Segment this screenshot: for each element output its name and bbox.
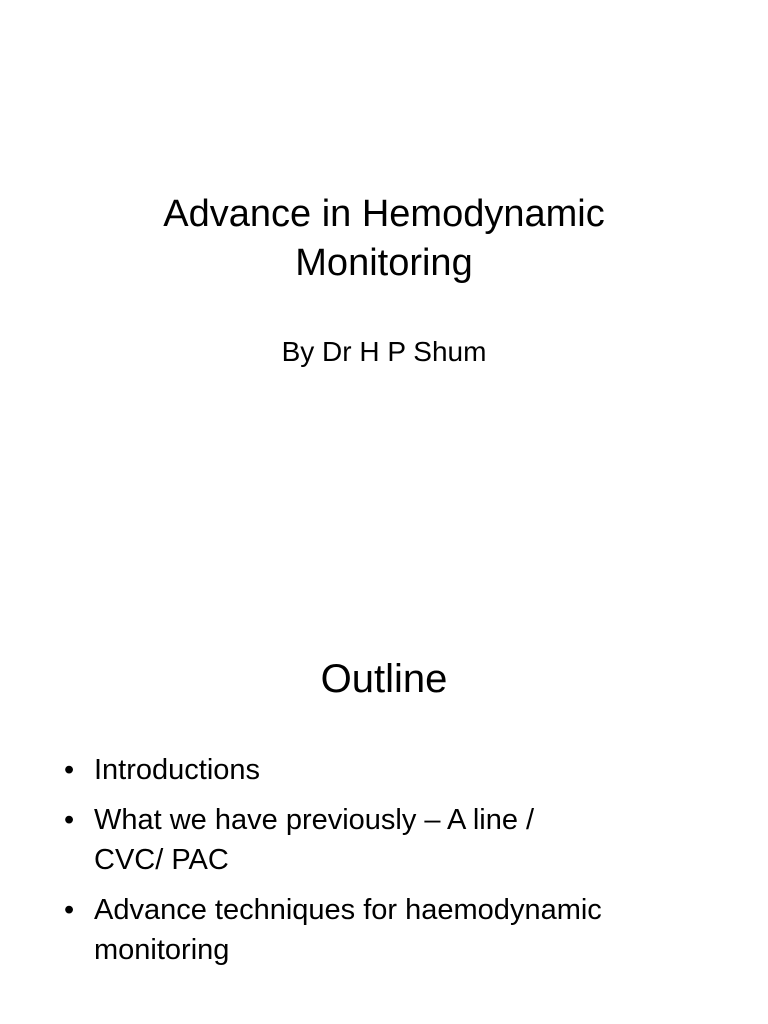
list-item-text: Advance techniques for haemodynamic: [94, 894, 602, 926]
list-item-text: Introductions: [94, 754, 261, 786]
list-item-text-cont: monitoring: [94, 934, 230, 966]
list-item: [56, 800, 716, 880]
title-line-2: Monitoring: [295, 242, 473, 284]
bullet-icon: •: [64, 754, 75, 786]
list-item-text-cont: CVC/ PAC: [94, 844, 229, 876]
outline-heading: Outline: [320, 657, 448, 701]
slide-title-heading: [0, 190, 768, 288]
list-item-text: What we have previously – A line /: [94, 804, 535, 836]
list-item: [56, 750, 716, 790]
list-item: [56, 890, 716, 970]
title-line-1: Advance in Hemodynamic: [163, 193, 605, 235]
bullet-icon: •: [64, 804, 75, 836]
outline-list: [56, 750, 716, 980]
author-subtitle: By Dr H P Shum: [281, 336, 487, 367]
slide-outline: [0, 512, 768, 1024]
bullet-icon: •: [64, 894, 75, 926]
